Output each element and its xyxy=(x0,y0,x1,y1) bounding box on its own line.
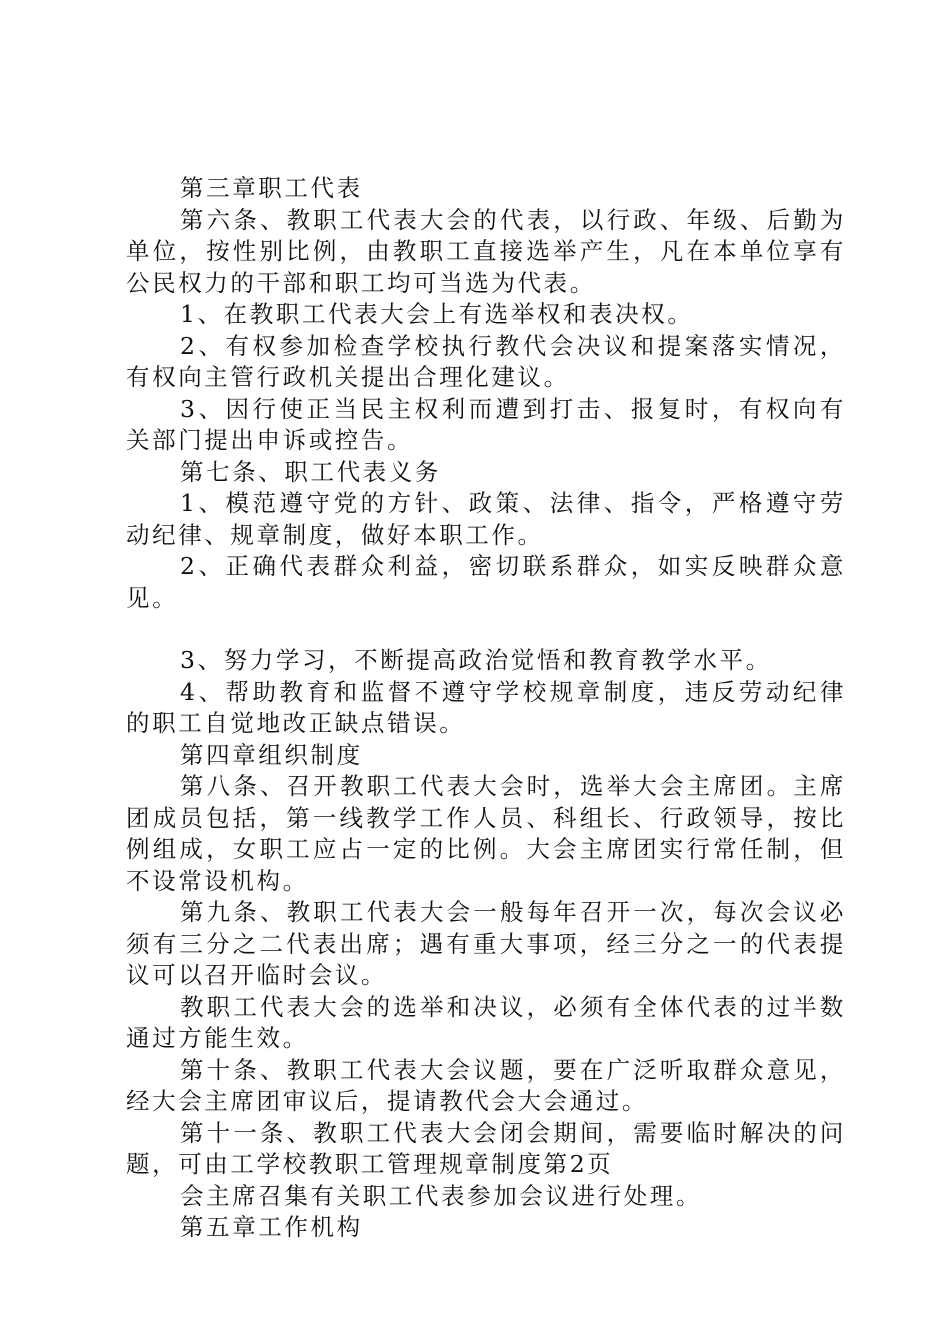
article-paragraph: 第十条、教职工代表大会议题，要在广泛听取群众意见，经大会主席团审议后，提请教代会大会通过。 xyxy=(126,1055,846,1115)
list-item: 2、正确代表群众利益，密切联系群众，如实反映群众意见。 xyxy=(126,552,846,612)
article-paragraph: 第十一条、教职工代表大会闭会期间，需要临时解决的问题，可由工学校教职工管理规章制度第2页 xyxy=(126,1118,846,1178)
article-paragraph: 第八条、召开教职工代表大会时，选举大会主席团。主席团成员包括，第一线教学工作人员、科组长、行政领导，按比例组成，女职工应占一定的比例。大会主席团实行常任制，但不设常设机构。 xyxy=(126,772,846,895)
list-item: 1、模范遵守党的方针、政策、法律、指令，严格遵守劳动纪律、规章制度，做好本职工作。 xyxy=(126,489,846,549)
list-item: 1、在教职工代表大会上有选举权和表决权。 xyxy=(180,300,694,328)
list-item: 2、有权参加检查学校执行教代会决议和提案落实情况，有权向主管行政机关提出合理化建议。 xyxy=(126,331,846,391)
article-paragraph: 第六条、教职工代表大会的代表，以行政、年级、后勤为单位，按性别比例，由教职工直接选举产生，凡在本单位享有公民权力的干部和职工均可当选为代表。 xyxy=(126,205,846,297)
article-paragraph: 第九条、教职工代表大会一般每年召开一次，每次会议必须有三分之二代表出席；遇有重大事项，经三分之一的代表提议可以召开临时会议。 xyxy=(126,898,846,989)
body-paragraph: 会主席召集有关职工代表参加会议进行处理。 xyxy=(180,1181,702,1210)
body-paragraph: 教职工代表大会的选举和决议，必须有全体代表的过半数通过方能生效。 xyxy=(126,992,846,1052)
document-body xyxy=(126,173,846,1244)
list-item: 3、努力学习，不断提高政治觉悟和教育教学水平。 xyxy=(180,646,772,674)
article-paragraph: 第七条、职工代表义务 xyxy=(180,457,441,486)
chapter-heading: 第三章职工代表 xyxy=(180,174,363,202)
list-item: 3、因行使正当民主权利而遭到打击、报复时，有权向有关部门提出申诉或控告。 xyxy=(126,394,846,454)
list-item: 4、帮助教育和监督不遵守学校规章制度，违反劳动纪律的职工自觉地改正缺点错误。 xyxy=(126,677,846,737)
chapter-heading: 第四章组织制度 xyxy=(180,740,363,769)
blank-line xyxy=(126,614,846,645)
chapter-heading: 第五章工作机构 xyxy=(180,1213,363,1241)
